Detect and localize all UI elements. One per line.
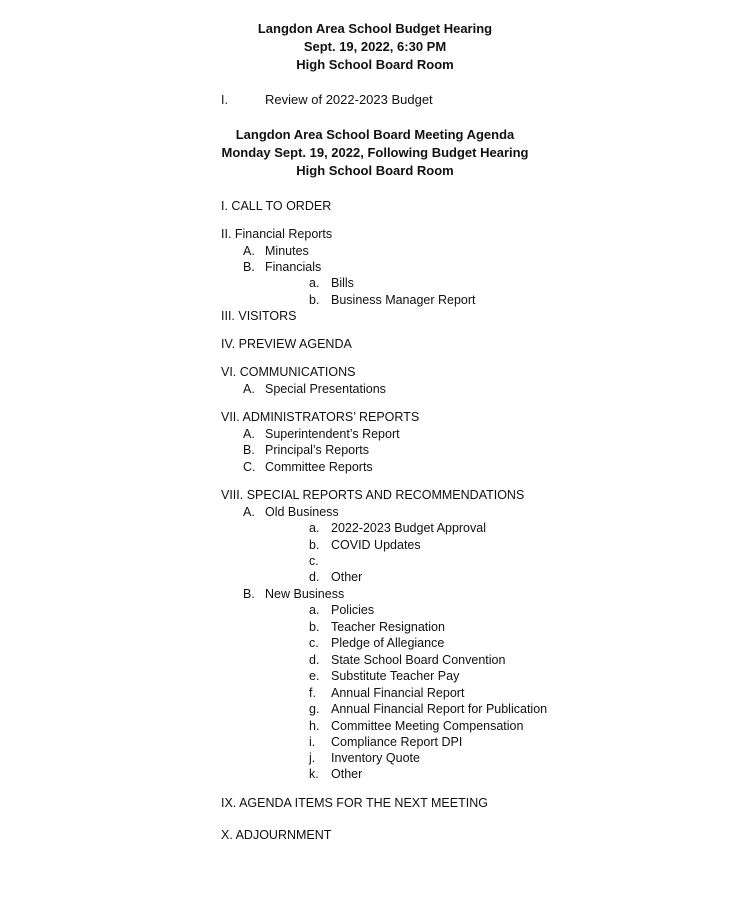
list-marker: c. xyxy=(309,636,319,650)
agenda-call-to-order: I. CALL TO ORDER xyxy=(221,199,332,213)
list-marker: a. xyxy=(309,276,320,290)
hearing-title: Langdon Area School Budget Hearing xyxy=(257,21,493,36)
list-item: Policies xyxy=(331,603,375,617)
hearing-item-number: I. xyxy=(221,93,228,107)
list-item: COVID Updates xyxy=(331,538,421,552)
agenda-administrators-reports: VII. ADMINISTRATORS’ REPORTS xyxy=(221,410,420,424)
list-marker: i. xyxy=(309,735,316,749)
agenda-preview: IV. PREVIEW AGENDA xyxy=(221,337,352,351)
list-marker: a. xyxy=(309,603,320,617)
list-marker: A. xyxy=(243,505,255,519)
hearing-date: Sept. 19, 2022, 6:30 PM xyxy=(303,39,447,54)
meeting-header xyxy=(0,126,750,180)
list-marker: f. xyxy=(309,686,316,700)
agenda-bills: Bills xyxy=(331,276,354,290)
list-marker: b. xyxy=(309,538,320,552)
agenda-communications: VI. COMMUNICATIONS xyxy=(221,365,356,379)
agenda-new-business: New Business xyxy=(265,587,345,601)
agenda-superintendent-report: Superintendent’s Report xyxy=(265,427,400,441)
list-item: Teacher Resignation xyxy=(331,620,445,634)
list-item: Annual Financial Report for Publication xyxy=(331,702,548,716)
list-marker: B. xyxy=(243,260,255,274)
list-marker: a. xyxy=(309,521,320,535)
list-marker: b. xyxy=(309,293,320,307)
hearing-location: High School Board Room xyxy=(296,57,454,72)
list-item: Substitute Teacher Pay xyxy=(331,669,460,683)
agenda-financials: Financials xyxy=(265,260,322,274)
agenda-financial-reports: II. Financial Reports xyxy=(221,227,333,241)
agenda-special-reports: VIII. SPECIAL REPORTS AND RECOMMENDATIONS xyxy=(221,488,525,502)
list-marker: C. xyxy=(243,460,256,474)
list-marker: A. xyxy=(243,244,255,258)
list-marker: c. xyxy=(309,554,319,568)
list-item: Inventory Quote xyxy=(331,751,420,765)
hearing-item-text: Review of 2022-2023 Budget xyxy=(265,92,433,107)
list-item: 2022-2023 Budget Approval xyxy=(331,521,486,535)
agenda-committee-reports: Committee Reports xyxy=(265,460,373,474)
list-item: Annual Financial Report xyxy=(331,686,465,700)
list-marker: g. xyxy=(309,702,320,716)
list-marker: d. xyxy=(309,570,320,584)
hearing-header xyxy=(0,20,750,74)
list-marker: b. xyxy=(309,620,320,634)
agenda-visitors: III. VISITORS xyxy=(221,309,297,323)
list-marker: k. xyxy=(309,767,319,781)
meeting-location: High School Board Room xyxy=(296,163,454,178)
list-marker: B. xyxy=(243,443,255,457)
list-marker: A. xyxy=(243,382,255,396)
list-item: Compliance Report DPI xyxy=(331,735,463,749)
list-marker: B. xyxy=(243,587,255,601)
list-marker: h. xyxy=(309,719,320,733)
list-marker: j. xyxy=(309,751,316,765)
agenda-business-manager-report: Business Manager Report xyxy=(331,293,476,307)
list-marker: d. xyxy=(309,653,320,667)
agenda-adjournment: X. ADJOURNMENT xyxy=(221,828,332,842)
list-item: State School Board Convention xyxy=(331,653,506,667)
list-item: Pledge of Allegiance xyxy=(331,636,445,650)
agenda-next-meeting-items: IX. AGENDA ITEMS FOR THE NEXT MEETING xyxy=(221,796,488,810)
list-marker: A. xyxy=(243,427,255,441)
list-item: Other xyxy=(331,570,363,584)
meeting-title: Langdon Area School Board Meeting Agenda xyxy=(235,127,515,142)
list-item: Other xyxy=(331,767,363,781)
agenda-old-business: Old Business xyxy=(265,505,339,519)
agenda-principal-reports: Principal’s Reports xyxy=(265,443,369,457)
list-marker: e. xyxy=(309,669,320,683)
list-item: Committee Meeting Compensation xyxy=(331,719,524,733)
agenda-special-presentations: Special Presentations xyxy=(265,382,386,396)
agenda-minutes: Minutes xyxy=(265,244,309,258)
meeting-date: Monday Sept. 19, 2022, Following Budget Hearing xyxy=(221,145,529,160)
